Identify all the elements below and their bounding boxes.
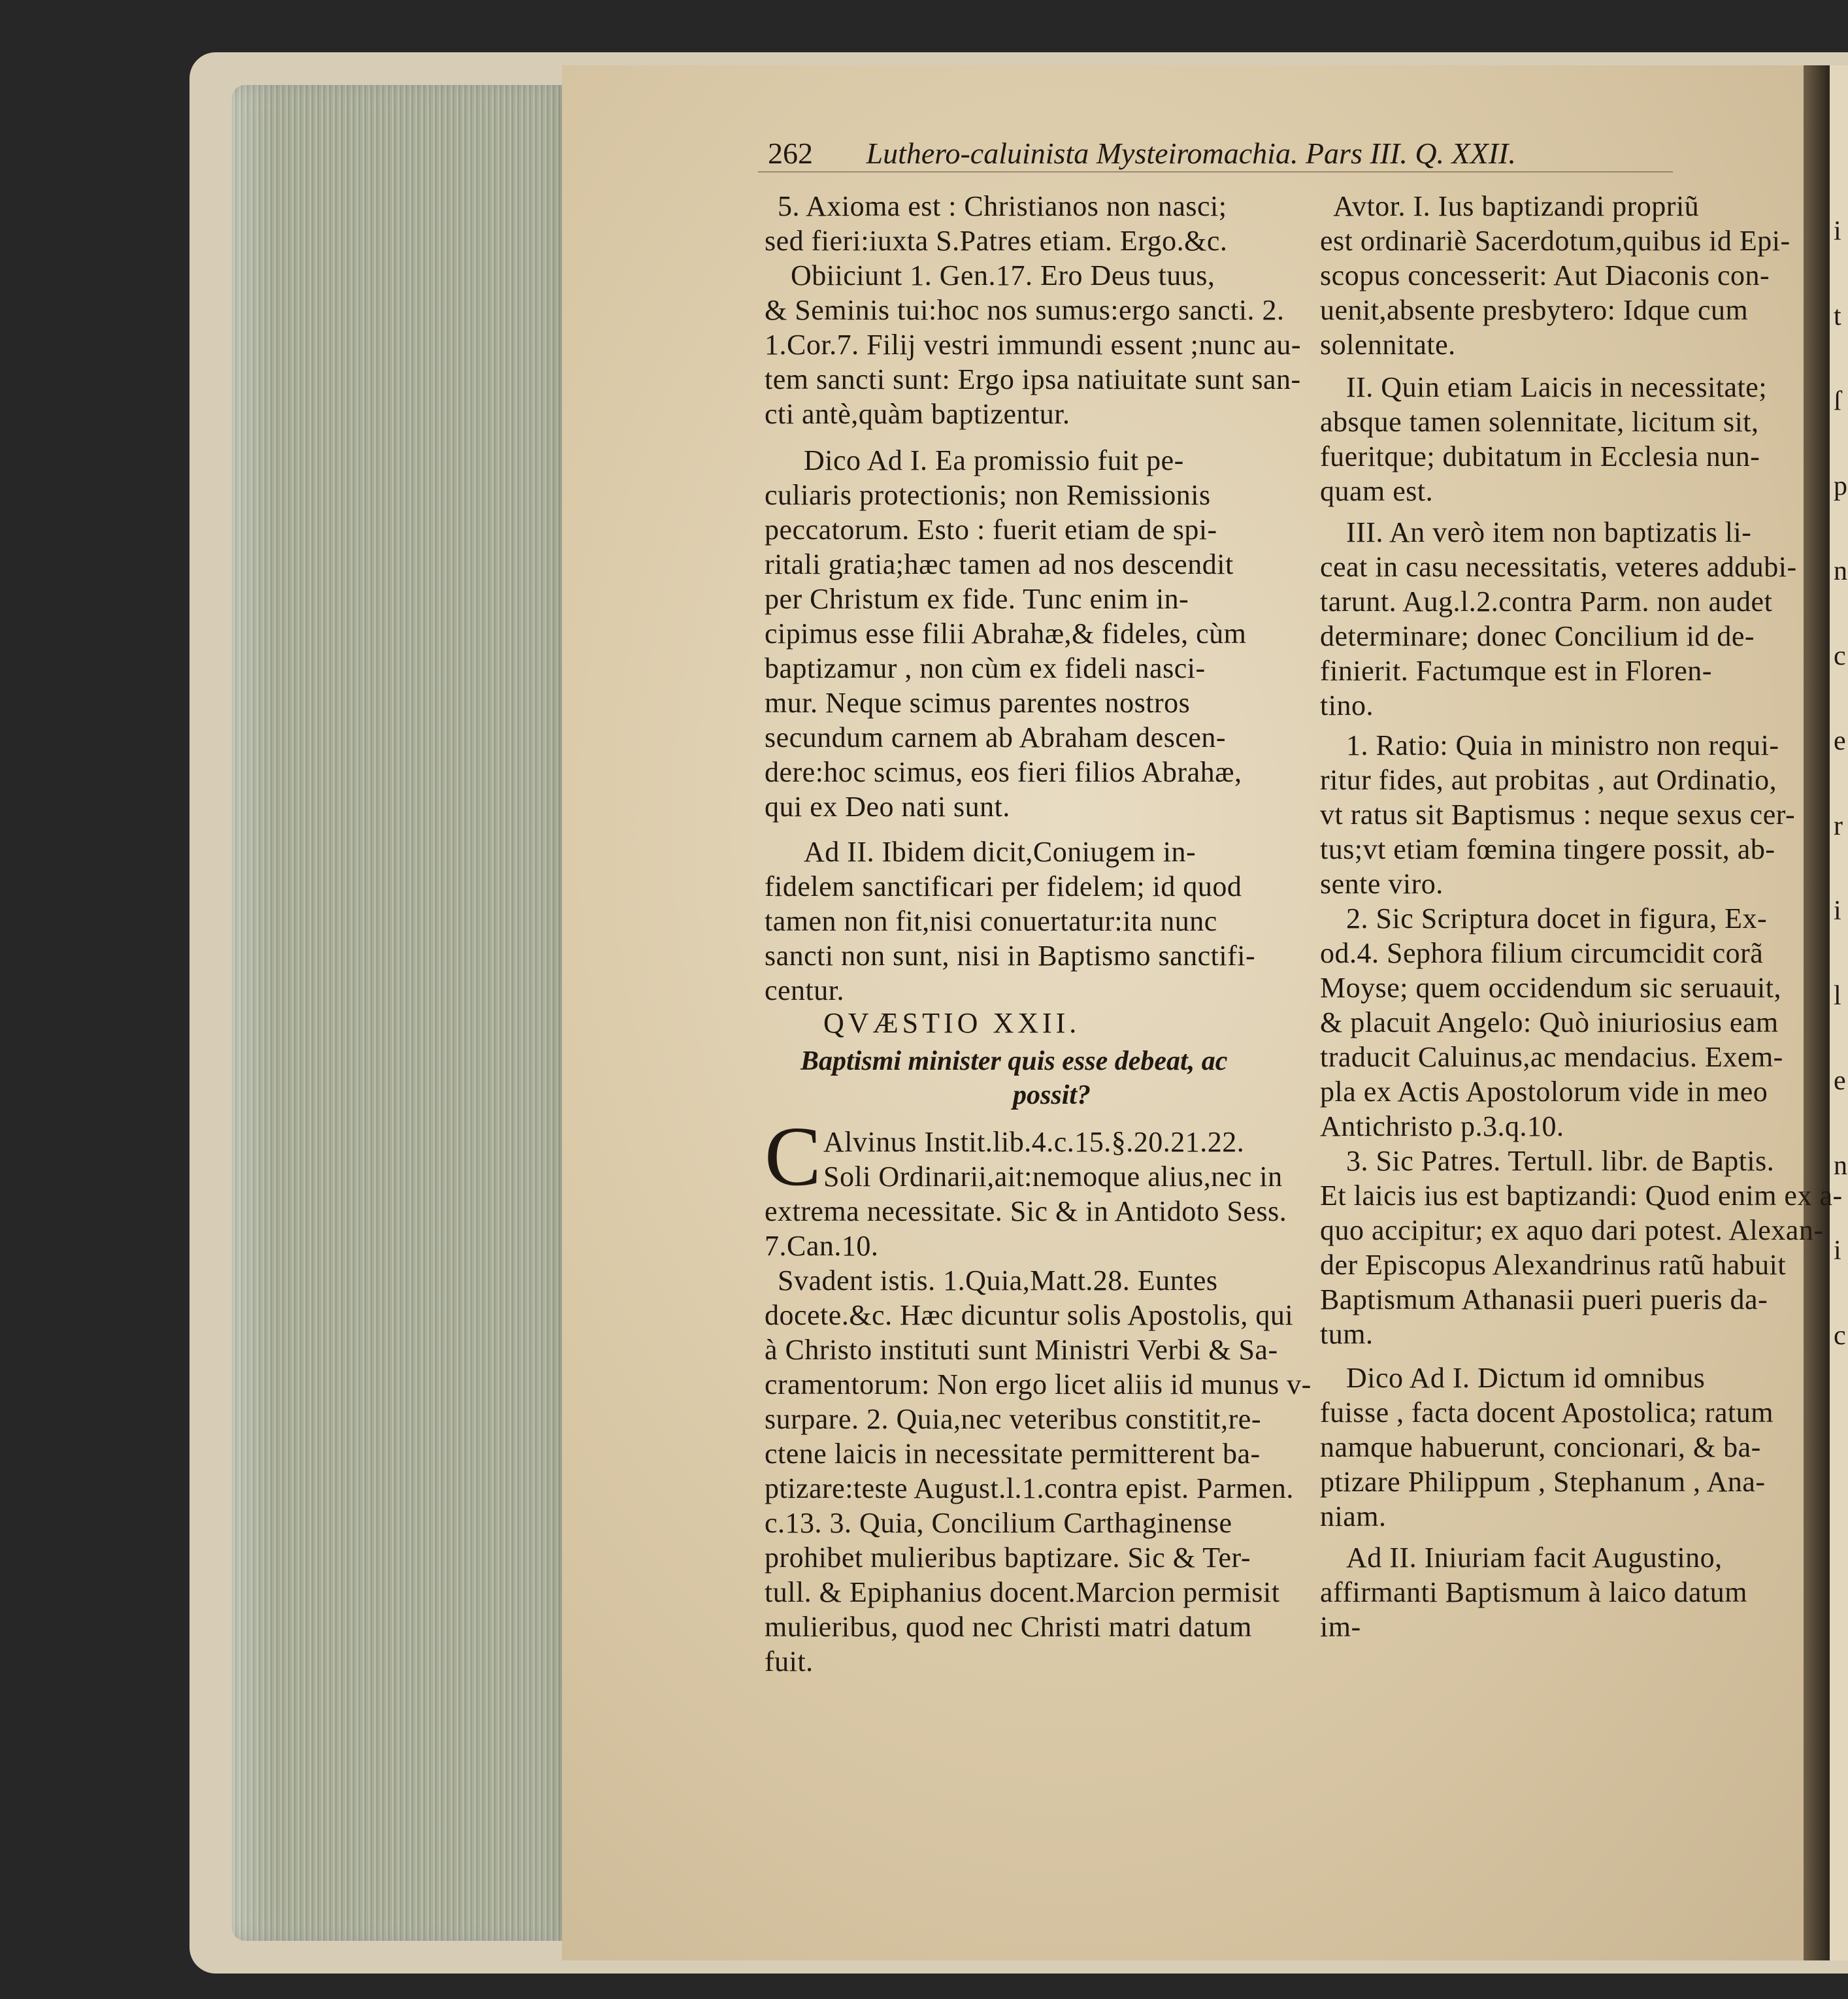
facing-page-glyph: p — [1834, 471, 1847, 501]
facing-page-glyph: i — [1834, 1236, 1841, 1266]
text-line: Avtor. I. Ius baptizandi propriũ — [1333, 190, 1700, 222]
text-line: tarunt. Aug.l.2.contra Parm. non audet — [1320, 586, 1773, 618]
text-line: Dico Ad I. Dictum id omnibus — [1346, 1362, 1706, 1394]
text-line: fueritque; dubitatum in Ecclesia nun- — [1320, 440, 1760, 472]
facing-page-glyph: e — [1834, 726, 1846, 756]
text-line: im- — [1320, 1611, 1361, 1643]
text-line: peccatorum. Esto : fuerit etiam de spi- — [765, 514, 1217, 546]
text-line: mulieribus, quod nec Christi matri datum — [765, 1611, 1252, 1643]
text-line: c.13. 3. Quia, Concilium Carthaginense — [765, 1507, 1232, 1539]
text-line: cipimus esse filii Abrahæ,& fideles, cùm — [765, 618, 1247, 650]
facing-page-glyph: t — [1834, 301, 1841, 331]
text-line: cramentorum: Non ergo licet aliis id munus v- — [765, 1368, 1312, 1400]
text-line: tino. — [1320, 689, 1374, 721]
facing-page-glyph: n — [1834, 1151, 1847, 1181]
facing-page-glyph: i — [1834, 896, 1841, 926]
facing-page-glyph: r — [1834, 811, 1843, 841]
text-line: à Christo instituti sunt Ministri Verbi & Sa- — [765, 1334, 1278, 1366]
text-line: Antichristo p.3.q.10. — [1320, 1110, 1564, 1142]
text-line: baptizamur , non cùm ex fideli nasci- — [765, 652, 1206, 684]
text-line: mur. Neque scimus parentes nostros — [765, 687, 1191, 719]
text-line: Alvinus Instit.lib.4.c.15.§.20.21.22. — [823, 1126, 1245, 1158]
text-line: ritali gratia;hæc tamen ad nos descendit — [765, 548, 1234, 580]
facing-page-glyph: c — [1834, 1321, 1846, 1351]
text-line: docete.&c. Hæc dicuntur solis Apostolis, qui — [765, 1299, 1294, 1331]
text-line: scopus concesserit: Aut Diaconis con- — [1320, 259, 1770, 291]
text-line: ctene laicis in necessitate permitterent ba- — [765, 1438, 1261, 1470]
text-line: Baptismum Athanasii pueri pueris da- — [1320, 1283, 1768, 1315]
text-line: fuisse , facta docent Apostolica; ratum — [1320, 1396, 1774, 1429]
text-line: Dico Ad I. Ea promissio fuit pe- — [804, 444, 1184, 476]
text-line: ptizare:teste August.l.1.contra epist. Parmen. — [765, 1472, 1294, 1504]
text-line: fuit. — [765, 1645, 814, 1677]
text-line: tem sancti sunt: Ergo ipsa natiuitate sunt san- — [765, 363, 1301, 395]
text-line: tull. & Epiphanius docent.Marcion permisit — [765, 1576, 1280, 1608]
text-line: od.4. Sephora filium circumcidit corã — [1320, 937, 1764, 969]
text-line: & Seminis tui:hoc nos sumus:ergo sancti. 2. — [765, 294, 1285, 326]
facing-page-glyph: l — [1834, 981, 1841, 1011]
text-line: Soli Ordinarii,ait:nemoque alius,nec in — [823, 1161, 1283, 1193]
text-line: 1. Ratio: Quia in ministro non requi- — [1346, 729, 1779, 761]
text-line: fidelem sanctificari per fidelem; id quod — [765, 870, 1242, 902]
text-line: prohibet mulieribus baptizare. Sic & Ter- — [765, 1542, 1251, 1574]
text-line: der Episcopus Alexandrinus ratũ habuit — [1320, 1249, 1787, 1281]
text-line: vt ratus sit Baptismus : neque sexus cer- — [1320, 799, 1796, 831]
text-line: sed fieri:iuxta S.Patres etiam. Ergo.&c. — [765, 225, 1228, 257]
page-edges — [232, 85, 578, 1941]
header-rule — [758, 171, 1673, 173]
text-line: Ad II. Ibidem dicit,Coniugem in- — [804, 836, 1196, 868]
text-line: affirmanti Baptismum à laico datum — [1320, 1576, 1748, 1608]
text-line: & placuit Angelo: Quò iniuriosius eam — [1320, 1006, 1779, 1038]
text-line: secundum carnem ab Abraham descen- — [765, 721, 1227, 753]
text-line: est ordinariè Sacerdotum,quibus id Epi- — [1320, 225, 1790, 257]
text-line: 1.Cor.7. Filij vestri immundi essent ;nunc au- — [765, 329, 1302, 361]
text-line: tamen non fit,nisi conuertatur:ita nunc — [765, 905, 1217, 937]
text-line: niam. — [1320, 1500, 1387, 1532]
facing-page-glyph: n — [1834, 556, 1847, 586]
text-line: per Christum ex fide. Tunc enim in- — [765, 583, 1189, 615]
facing-page-edge — [1830, 65, 1848, 1960]
text-line: pla ex Actis Apostolorum vide in meo — [1320, 1076, 1768, 1108]
text-line: cti antè,quàm baptizentur. — [765, 398, 1070, 430]
text-line: sancti non sunt, nisi in Baptismo sanctifi- — [765, 940, 1256, 972]
text-line: 2. Sic Scriptura docet in figura, Ex- — [1346, 902, 1768, 934]
text-line: traducit Caluinus,ac mendacius. Exem- — [1320, 1041, 1783, 1073]
text-line: quam est. — [1320, 475, 1434, 507]
text-line: sente viro. — [1320, 868, 1444, 900]
facing-page-glyph: i — [1834, 216, 1841, 246]
text-line: ptizare Philippum , Stephanum , Ana- — [1320, 1466, 1766, 1498]
text-line: surpare. 2. Quia,nec veteribus constitit,re- — [765, 1403, 1261, 1435]
text-line: ceat in casu necessitatis, veteres addubi- — [1320, 551, 1797, 583]
question-subheading-end: possit? — [1013, 1080, 1091, 1110]
text-line: uenit,absente presbytero: Idque cum — [1320, 294, 1749, 326]
page-number: 262 — [768, 137, 813, 170]
text-line: absque tamen solennitate, licitum sit, — [1320, 406, 1759, 438]
text-line: determinare; donec Concilium id de- — [1320, 620, 1755, 652]
text-line: II. Quin etiam Laicis in necessitate; — [1346, 371, 1768, 403]
text-line: tus;vt etiam fœmina tingere possit, ab- — [1320, 833, 1775, 865]
text-line: Moyse; quem occidendum sic seruauit, — [1320, 972, 1781, 1004]
running-title: Luthero-caluinista Mysteiromachia. Pars III. Q. XXII. — [866, 137, 1516, 170]
text-line: dere:hoc scimus, eos fieri filios Abrahæ, — [765, 756, 1242, 788]
facing-page-glyph: ſ — [1834, 386, 1841, 416]
text-line: tum. — [1320, 1318, 1374, 1350]
text-line: solennitate. — [1320, 329, 1456, 361]
text-line: Et laicis ius est baptizandi: Quod enim ex a- — [1320, 1180, 1843, 1212]
text-line: Obiiciunt 1. Gen.17. Ero Deus tuus, — [791, 259, 1215, 291]
text-line: extrema necessitate. Sic & in Antidoto Sess. — [765, 1195, 1287, 1227]
text-line: quo accipitur; ex aquo dari potest. Alexan- — [1320, 1214, 1824, 1246]
text-line: namque habuerunt, concionari, & ba- — [1320, 1431, 1761, 1463]
text-line: Ad II. Iniuriam facit Augustino, — [1346, 1542, 1723, 1574]
text-line: Svadent istis. 1.Quia,Matt.28. Euntes — [778, 1264, 1218, 1297]
text-line: culiaris protectionis; non Remissionis — [765, 479, 1211, 511]
text-line: qui ex Deo nati sunt. — [765, 791, 1010, 823]
text-line: centur. — [765, 974, 845, 1006]
text-line: ritur fides, aut probitas , aut Ordinatio, — [1320, 764, 1777, 796]
question-heading: QVÆSTIO XXII. — [823, 1007, 1081, 1039]
text-line: 5. Axioma est : Christianos non nasci; — [778, 190, 1227, 222]
running-header — [768, 136, 1516, 171]
text-line: finierit. Factumque est in Floren- — [1320, 655, 1712, 687]
question-subheading: Baptismi minister quis esse debeat, ac — [800, 1046, 1228, 1076]
text-line: III. An verò item non baptizatis li- — [1346, 516, 1752, 548]
facing-page-glyph: e — [1834, 1066, 1846, 1096]
drop-cap: C — [765, 1110, 821, 1204]
text-line: 7.Can.10. — [765, 1230, 879, 1262]
text-line: 3. Sic Patres. Tertull. libr. de Baptis. — [1346, 1145, 1775, 1177]
facing-page-glyph: c — [1834, 641, 1846, 671]
